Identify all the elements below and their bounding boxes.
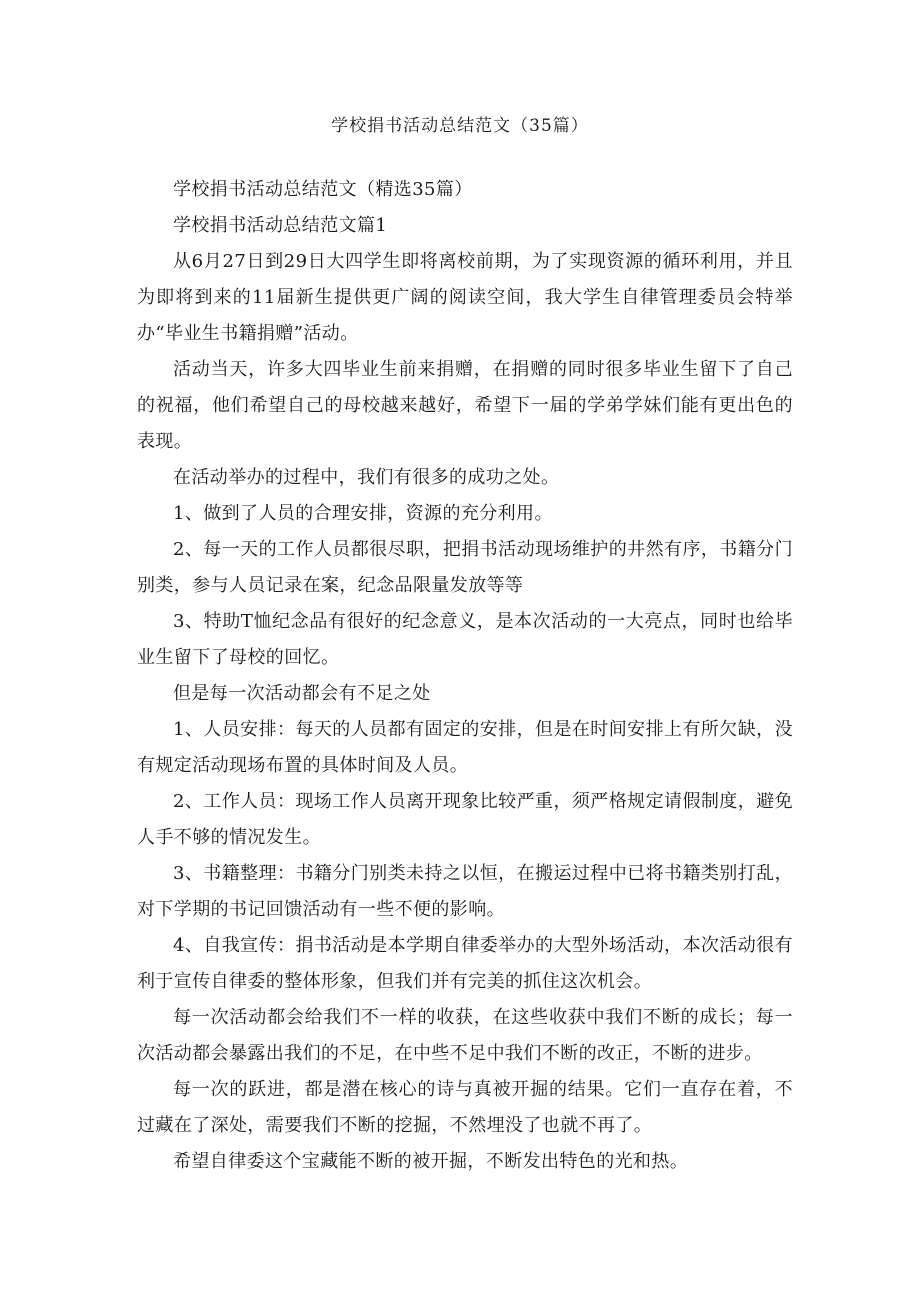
paragraph: 从6月27日到29日大四学生即将离校前期，为了实现资源的循环利用，并且为即将到来的11届新生提供更广阔的阅读空间，我大学生自律管理委员会特举办“毕业生书籍捐赠”活动。 (137, 251, 793, 344)
paragraph-section-heading: 学校捐书活动总结范文篇1 (173, 215, 388, 236)
list-item: 2、工作人员：现场工作人员离开现象比较严重，须严格规定请假制度，避免人手不够的情况发生。 (137, 791, 793, 848)
paragraph-subtitle: 学校捐书活动总结范文（精选35篇） (173, 179, 473, 200)
list-item: 3、书籍整理：书籍分门别类未持之以恒，在搬运过程中已将书籍类别打乱，对下学期的书记回馈活动有一些不便的影响。 (137, 863, 793, 920)
list-item: 1、人员安排：每天的人员都有固定的安排，但是在时间安排上有所欠缺，没有规定活动现场布置的具体时间及人员。 (137, 719, 793, 776)
list-item: 3、特助T恤纪念品有很好的纪念意义，是本次活动的一大亮点，同时也给毕业生留下了母校的回忆。 (137, 611, 793, 668)
list-item: 1、做到了人员的合理安排，资源的充分利用。 (173, 503, 553, 524)
document-body (137, 172, 793, 1180)
paragraph: 但是每一次活动都会有不足之处 (173, 683, 431, 704)
paragraph: 每一次活动都会给我们不一样的收获，在这些收获中我们不断的成长；每一次活动都会暴露出我们的不足，在中些不足中我们不断的改正，不断的进步。 (137, 1007, 793, 1064)
list-item: 4、自我宣传：捐书活动是本学期自律委举办的大型外场活动，本次活动很有利于宣传自律委的整体形象，但我们并有完美的抓住这次机会。 (137, 935, 793, 992)
paragraph: 希望自律委这个宝藏能不断的被开掘，不断发出特色的光和热。 (173, 1151, 689, 1172)
paragraph: 在活动举办的过程中，我们有很多的成功之处。 (173, 467, 560, 488)
paragraph: 活动当天，许多大四毕业生前来捐赠，在捐赠的同时很多毕业生留下了自己的祝福，他们希望自己的母校越来越好，希望下一届的学弟学妹们能有更出色的表现。 (137, 359, 793, 452)
document-title: 学校捐书活动总结范文（35篇） (331, 116, 589, 136)
list-item: 2、每一天的工作人员都很尽职，把捐书活动现场维护的井然有序，书籍分门别类，参与人员记录在案，纪念品限量发放等等 (137, 539, 793, 596)
paragraph: 每一次的跃进，都是潜在核心的诗与真被开掘的结果。它们一直存在着，不过藏在了深处，需要我们不断的挖掘，不然埋没了也就不再了。 (137, 1079, 793, 1136)
